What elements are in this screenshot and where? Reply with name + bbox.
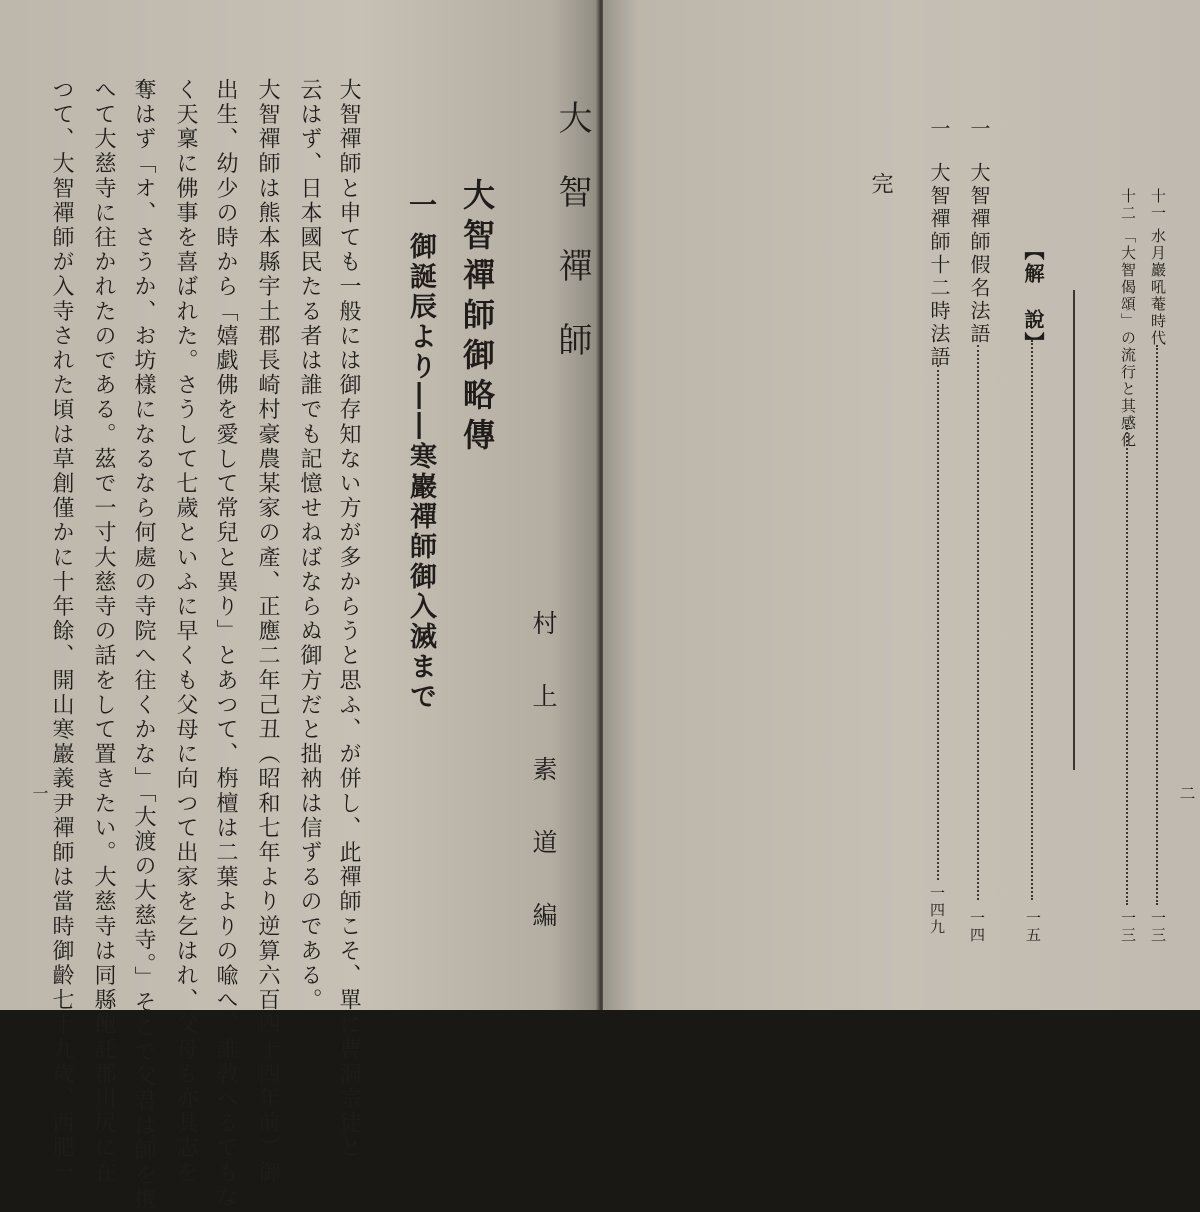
toc-item-11-leader [1156,345,1158,905]
chapter-title: 大智禪師御略傳 [458,178,496,458]
toc-item-11-number: 十一 [1149,188,1167,222]
commentary-heading: 【解 說】 [1021,240,1045,355]
body-line-3: 大智禪師は熊本縣宇土郡長崎村豪農某家の產、正應二年己丑（昭和七年より逆算六百四十四年前）御 [255,78,280,1185]
body-line-6: 奪はず「オ、さうか、お坊樣になるなら何處の寺院へ往くかな」「大渡の大慈寺。」そこで父君は師を携 [131,78,156,1212]
left-page-number: 一 [30,785,49,803]
toc2-item-2-number: 一 [927,118,951,141]
toc2-item-2-page: 一四九 [928,885,946,936]
toc-item-11-page: 一三 [1149,910,1167,944]
toc-item-12-leader [1126,425,1128,905]
body-line-8: つて、大智禪師が入寺された頃は草創僅かに十年餘、開山寒巖義尹禪師は當時御齡七十九歲、西肥一 [49,78,74,1185]
toc-item-12-page: 一三 [1119,910,1137,944]
toc2-item-1-number: 一 [967,118,991,141]
toc-item-11-label: 水月巖吼菴時代 [1149,228,1167,347]
section-title: 御誕辰より――寒巖禪師御入滅まで [405,232,436,712]
commentary-page: 一五 [1024,910,1042,944]
toc2-item-2-label: 大智禪師十二時法語 [927,162,951,369]
end-mark: 完 [868,172,893,197]
divider-rule [1073,290,1075,770]
body-line-5: く天稟に佛事を喜ばれた。さうして七歲といふに早くも父母に向つて出家を乞はれ、父母も亦其志を [173,78,198,1185]
toc2-item-2-leader [937,365,939,880]
body-line-4: 出生、幼少の時から「嬉戯佛を愛して常兒と異り」とあつて、栴檀は二葉よりの喩へ、誰敎へるでもな [213,78,238,1210]
section-number: 一 [405,190,438,220]
toc2-item-1-leader [977,345,979,900]
toc-item-12-number: 十二 [1119,188,1137,222]
right-page-number: 二 [1177,785,1196,803]
right-page [603,0,1200,1010]
toc2-item-1-label: 大智禪師假名法語 [967,162,991,346]
book-title: 大智禪師 [552,100,592,396]
toc-item-12-label: 「大智偈頌」の流行と其感化 [1119,228,1137,449]
body-line-7: へて大慈寺に往かれたのである。茲で一寸大慈寺の話をして置きたい。大慈寺は同縣飽託郡川尻に在 [91,78,116,1185]
author-credit: 村上素道編 [529,610,558,975]
toc2-item-1-page: 一四 [968,910,986,944]
body-line-2: 云はず、日本國民たる者は誰でも記憶せねばならぬ御方だと拙衲は信ずるのである。 [297,78,322,1013]
commentary-leader [1031,340,1033,900]
body-line-1: 大智禪師と申ても一般には御存知ない方が多からうと思ふ、が併し、此禪師こそ、單に曹洞宗徒と [336,78,361,1161]
